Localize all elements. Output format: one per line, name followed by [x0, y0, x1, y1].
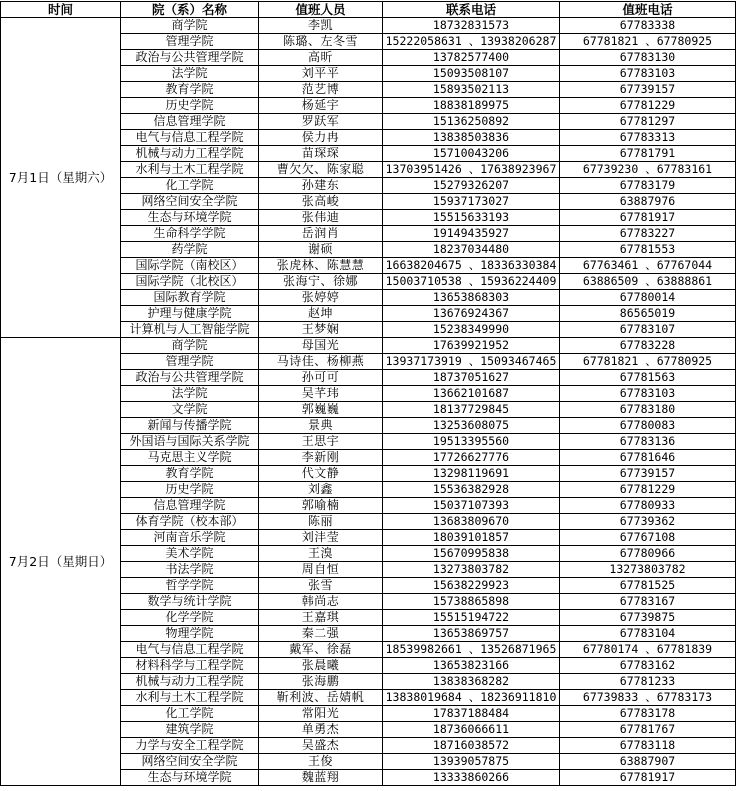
department-cell: 新闻与传播学院	[121, 418, 259, 434]
table-row	[1, 338, 736, 354]
contact-phone-cell: 18137729845	[383, 402, 560, 418]
duty-phone-cell: 67783167	[560, 594, 736, 610]
contact-phone-cell: 18838189975	[383, 98, 560, 114]
contact-phone-cell: 15279326207	[383, 178, 560, 194]
department-cell: 河南音乐学院	[121, 530, 259, 546]
contact-phone-cell: 13838368282	[383, 674, 560, 690]
header-row	[1, 2, 736, 18]
duty-phone-cell: 67783313	[560, 130, 736, 146]
staff-cell: 母国光	[259, 338, 383, 354]
contact-phone-cell: 13653868303	[383, 290, 560, 306]
staff-cell: 郭喻楠	[259, 498, 383, 514]
header-time: 时间	[1, 2, 121, 18]
staff-cell: 侯力冉	[259, 130, 383, 146]
duty-phone-cell: 67783107	[560, 322, 736, 338]
staff-cell: 吴芊玮	[259, 386, 383, 402]
contact-phone-cell: 18539982661 、13526871965	[383, 642, 560, 658]
duty-phone-cell: 67780966	[560, 546, 736, 562]
department-cell: 物理学院	[121, 626, 259, 642]
contact-phone-cell: 13333860266	[383, 770, 560, 786]
staff-cell: 戴军、徐磊	[259, 642, 383, 658]
contact-phone-cell: 17837188484	[383, 706, 560, 722]
duty-phone-cell: 67781233	[560, 674, 736, 690]
duty-phone-cell: 67781553	[560, 242, 736, 258]
duty-phone-cell: 67783118	[560, 738, 736, 754]
department-cell: 历史学院	[121, 482, 259, 498]
department-cell: 化学学院	[121, 610, 259, 626]
duty-phone-cell: 67781821 、67780925	[560, 34, 736, 50]
staff-cell: 王嘉琪	[259, 610, 383, 626]
staff-cell: 范艺博	[259, 82, 383, 98]
staff-cell: 吴盛杰	[259, 738, 383, 754]
staff-cell: 刘沣莹	[259, 530, 383, 546]
contact-phone-cell: 15515194722	[383, 610, 560, 626]
contact-phone-cell: 18737051627	[383, 370, 560, 386]
department-cell: 国际学院（北校区）	[121, 274, 259, 290]
duty-phone-cell: 67767108	[560, 530, 736, 546]
duty-phone-cell: 67739230 、67783161	[560, 162, 736, 178]
staff-cell: 刘鑫	[259, 482, 383, 498]
department-cell: 国际学院（南校区）	[121, 258, 259, 274]
staff-cell: 靳利波、岳婧帆	[259, 690, 383, 706]
department-cell: 生态与环境学院	[121, 770, 259, 786]
department-cell: 建筑学院	[121, 722, 259, 738]
staff-cell: 张伟迪	[259, 210, 383, 226]
department-cell: 美术学院	[121, 546, 259, 562]
duty-phone-cell: 67780083	[560, 418, 736, 434]
contact-phone-cell: 15710043206	[383, 146, 560, 162]
department-cell: 信息管理学院	[121, 114, 259, 130]
duty-phone-cell: 67783178	[560, 706, 736, 722]
duty-phone-cell: 67783162	[560, 658, 736, 674]
contact-phone-cell: 17726627776	[383, 450, 560, 466]
duty-phone-cell: 67783228	[560, 338, 736, 354]
contact-phone-cell: 15515633193	[383, 210, 560, 226]
department-cell: 法学院	[121, 386, 259, 402]
department-cell: 文学院	[121, 402, 259, 418]
department-cell: 马克思主义学院	[121, 450, 259, 466]
department-cell: 化工学院	[121, 706, 259, 722]
duty-phone-cell: 67781646	[560, 450, 736, 466]
department-cell: 药学院	[121, 242, 259, 258]
department-cell: 哲学学院	[121, 578, 259, 594]
department-cell: 力学与安全工程学院	[121, 738, 259, 754]
department-cell: 网络空间安全学院	[121, 754, 259, 770]
staff-cell: 曹欠欠、陈家聪	[259, 162, 383, 178]
duty-phone-cell: 67780014	[560, 290, 736, 306]
contact-phone-cell: 13838019684 、18236911810	[383, 690, 560, 706]
header-staff: 值班人员	[259, 2, 383, 18]
duty-phone-cell: 67739157	[560, 466, 736, 482]
duty-phone-cell: 67781525	[560, 578, 736, 594]
department-cell: 护理与健康学院	[121, 306, 259, 322]
staff-cell: 岳润肖	[259, 226, 383, 242]
staff-cell: 赵坤	[259, 306, 383, 322]
department-cell: 外国语与国际关系学院	[121, 434, 259, 450]
department-cell: 机械与动力工程学院	[121, 674, 259, 690]
duty-phone-cell: 67783130	[560, 50, 736, 66]
department-cell: 化工学院	[121, 178, 259, 194]
contact-phone-cell: 13838503836	[383, 130, 560, 146]
staff-cell: 张海鹏	[259, 674, 383, 690]
department-cell: 体育学院（校本部）	[121, 514, 259, 530]
department-cell: 历史学院	[121, 98, 259, 114]
staff-cell: 秦二强	[259, 626, 383, 642]
department-cell: 管理学院	[121, 34, 259, 50]
contact-phone-cell: 15937173027	[383, 194, 560, 210]
staff-cell: 张海宁、徐娜	[259, 274, 383, 290]
duty-phone-cell: 67781821 、67780925	[560, 354, 736, 370]
duty-phone-cell: 67780933	[560, 498, 736, 514]
duty-phone-cell: 63886509 、63888861	[560, 274, 736, 290]
contact-phone-cell: 15638229923	[383, 578, 560, 594]
contact-phone-cell: 18736066611	[383, 722, 560, 738]
contact-phone-cell: 13939057875	[383, 754, 560, 770]
contact-phone-cell: 15093508107	[383, 66, 560, 82]
staff-cell: 陈丽	[259, 514, 383, 530]
contact-phone-cell: 18732831573	[383, 18, 560, 34]
department-cell: 国际教育学院	[121, 290, 259, 306]
contact-phone-cell: 15738865898	[383, 594, 560, 610]
duty-phone-cell: 63887976	[560, 194, 736, 210]
staff-cell: 高昕	[259, 50, 383, 66]
header-department: 院（系）名称	[121, 2, 259, 18]
duty-phone-cell: 67783104	[560, 626, 736, 642]
duty-phone-cell: 67783180	[560, 402, 736, 418]
date-cell: 7月1日（星期六）	[1, 18, 121, 338]
department-cell: 管理学院	[121, 354, 259, 370]
department-cell: 商学院	[121, 338, 259, 354]
staff-cell: 李新刚	[259, 450, 383, 466]
staff-cell: 代文静	[259, 466, 383, 482]
duty-phone-cell: 67781229	[560, 482, 736, 498]
staff-cell: 刘平平	[259, 66, 383, 82]
header-contact-phone: 联系电话	[383, 2, 560, 18]
staff-cell: 单勇杰	[259, 722, 383, 738]
contact-phone-cell: 19513395560	[383, 434, 560, 450]
contact-phone-cell: 15222058631 、13938206287	[383, 34, 560, 50]
department-cell: 商学院	[121, 18, 259, 34]
contact-phone-cell: 13683809670	[383, 514, 560, 530]
staff-cell: 韩尚志	[259, 594, 383, 610]
contact-phone-cell: 15136250892	[383, 114, 560, 130]
contact-phone-cell: 19149435927	[383, 226, 560, 242]
duty-phone-cell: 67739833 、67783173	[560, 690, 736, 706]
staff-cell: 陈璐、左冬雪	[259, 34, 383, 50]
contact-phone-cell: 18039101857	[383, 530, 560, 546]
table-body	[1, 18, 736, 786]
department-cell: 政治与公共管理学院	[121, 50, 259, 66]
staff-cell: 张雪	[259, 578, 383, 594]
department-cell: 政治与公共管理学院	[121, 370, 259, 386]
department-cell: 水利与土木工程学院	[121, 162, 259, 178]
duty-phone-cell: 67781767	[560, 722, 736, 738]
staff-cell: 魏蓝翔	[259, 770, 383, 786]
staff-cell: 杨延宇	[259, 98, 383, 114]
duty-schedule-table	[0, 1, 736, 786]
department-cell: 生态与环境学院	[121, 210, 259, 226]
staff-cell: 孙可可	[259, 370, 383, 386]
duty-phone-cell: 63887907	[560, 754, 736, 770]
staff-cell: 王梦娴	[259, 322, 383, 338]
contact-phone-cell: 18716038572	[383, 738, 560, 754]
duty-phone-cell: 67763461 、67767044	[560, 258, 736, 274]
department-cell: 书法学院	[121, 562, 259, 578]
duty-phone-cell: 67781297	[560, 114, 736, 130]
duty-phone-cell: 67781229	[560, 98, 736, 114]
duty-phone-cell: 67739157	[560, 82, 736, 98]
duty-phone-cell: 67783227	[560, 226, 736, 242]
staff-cell: 周自恒	[259, 562, 383, 578]
department-cell: 材料科学与工程学院	[121, 658, 259, 674]
department-cell: 计算机与人工智能学院	[121, 322, 259, 338]
staff-cell: 常阳光	[259, 706, 383, 722]
contact-phone-cell: 13653823166	[383, 658, 560, 674]
duty-phone-cell: 67781791	[560, 146, 736, 162]
duty-phone-cell: 86565019	[560, 306, 736, 322]
duty-phone-cell: 13273803782	[560, 562, 736, 578]
contact-phone-cell: 15670995838	[383, 546, 560, 562]
duty-phone-cell: 67781917	[560, 770, 736, 786]
department-cell: 信息管理学院	[121, 498, 259, 514]
duty-phone-cell: 67739875	[560, 610, 736, 626]
contact-phone-cell: 13298119691	[383, 466, 560, 482]
contact-phone-cell: 18237034480	[383, 242, 560, 258]
contact-phone-cell: 15003710538 、15936224409	[383, 274, 560, 290]
department-cell: 电气与信息工程学院	[121, 642, 259, 658]
contact-phone-cell: 13273803782	[383, 562, 560, 578]
contact-phone-cell: 13676924367	[383, 306, 560, 322]
department-cell: 法学院	[121, 66, 259, 82]
staff-cell: 王俊	[259, 754, 383, 770]
contact-phone-cell: 15037107393	[383, 498, 560, 514]
date-cell: 7月2日（星期日）	[1, 338, 121, 786]
staff-cell: 张晨曦	[259, 658, 383, 674]
duty-phone-cell: 67780174 、67781839	[560, 642, 736, 658]
duty-phone-cell: 67783338	[560, 18, 736, 34]
contact-phone-cell: 15238349990	[383, 322, 560, 338]
contact-phone-cell: 15536382928	[383, 482, 560, 498]
duty-phone-cell: 67781917	[560, 210, 736, 226]
staff-cell: 罗跃军	[259, 114, 383, 130]
staff-cell: 张婷婷	[259, 290, 383, 306]
staff-cell: 张虎林、陈慧慧	[259, 258, 383, 274]
department-cell: 教育学院	[121, 82, 259, 98]
duty-phone-cell: 67783103	[560, 386, 736, 402]
duty-phone-cell: 67783103	[560, 66, 736, 82]
duty-phone-cell: 67739362	[560, 514, 736, 530]
contact-phone-cell: 13937173919 、15093467465	[383, 354, 560, 370]
table-row	[1, 18, 736, 34]
duty-phone-cell: 67781563	[560, 370, 736, 386]
staff-cell: 王溴	[259, 546, 383, 562]
staff-cell: 苗琛琛	[259, 146, 383, 162]
staff-cell: 张高峻	[259, 194, 383, 210]
staff-cell: 郭巍巍	[259, 402, 383, 418]
department-cell: 数学与统计学院	[121, 594, 259, 610]
department-cell: 生命科学学院	[121, 226, 259, 242]
contact-phone-cell: 13253608075	[383, 418, 560, 434]
department-cell: 水利与土木工程学院	[121, 690, 259, 706]
contact-phone-cell: 13662101687	[383, 386, 560, 402]
department-cell: 机械与动力工程学院	[121, 146, 259, 162]
duty-phone-cell: 67783179	[560, 178, 736, 194]
department-cell: 教育学院	[121, 466, 259, 482]
staff-cell: 马诗佳、杨柳燕	[259, 354, 383, 370]
header-duty-phone: 值班电话	[560, 2, 736, 18]
staff-cell: 李凯	[259, 18, 383, 34]
department-cell: 网络空间安全学院	[121, 194, 259, 210]
department-cell: 电气与信息工程学院	[121, 130, 259, 146]
contact-phone-cell: 13782577400	[383, 50, 560, 66]
staff-cell: 孙建东	[259, 178, 383, 194]
staff-cell: 谢硕	[259, 242, 383, 258]
contact-phone-cell: 16638204675 、18336330384	[383, 258, 560, 274]
contact-phone-cell: 13703951426 、17638923967	[383, 162, 560, 178]
contact-phone-cell: 15893502113	[383, 82, 560, 98]
contact-phone-cell: 17639921952	[383, 338, 560, 354]
duty-phone-cell: 67783136	[560, 434, 736, 450]
staff-cell: 景典	[259, 418, 383, 434]
staff-cell: 王思宇	[259, 434, 383, 450]
contact-phone-cell: 13653869757	[383, 626, 560, 642]
